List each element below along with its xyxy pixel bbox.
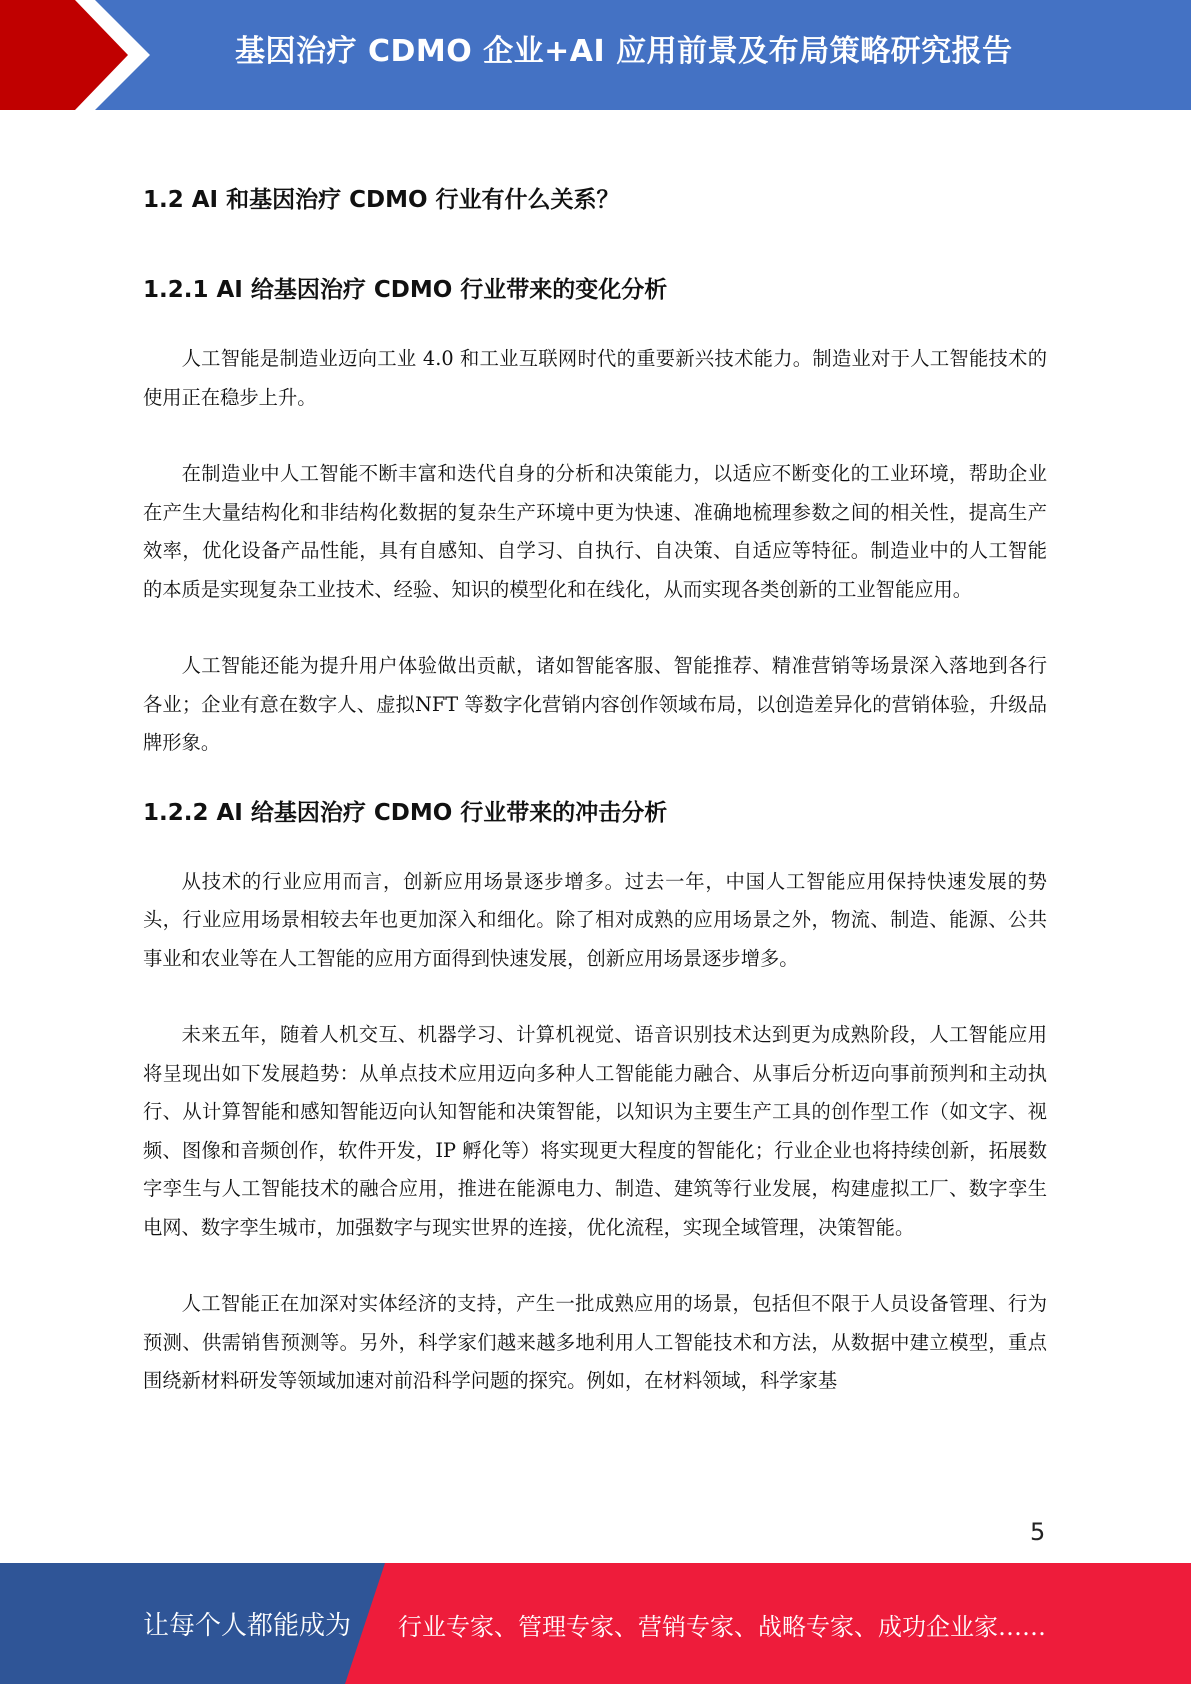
report-title: 基因治疗 CDMO 企业+AI 应用前景及布局策略研究报告 xyxy=(235,34,1013,69)
paragraph: 人工智能正在加深对实体经济的支持，产生一批成熟应用的场景，包括但不限于人员设备管理、行为预测、供需销售预测等。另外，科学家们越来越多地利用人工智能技术和方法，从数据中建立模型，重点围绕新材料研发等领域加速对前沿科学问题的探究。例如，在材料领域，科学家基 xyxy=(143,1292,1047,1392)
paragraph: 在制造业中人工智能不断丰富和迭代自身的分析和决策能力，以适应不断变化的工业环境，帮助企业在产生大量结构化和非结构化数据的复杂生产环境中更为快速、准确地梳理参数之间的相关性，提高生产效率，优化设备产品性能，具有自感知、自学习、自执行、自决策、自适应等特征。制造业中的人工智能的本质是实现复杂工业技术、经验、知识的模型化和在线化，从而实现各类创新的工业智能应用。 xyxy=(143,462,1047,601)
paragraph: 从技术的行业应用而言，创新应用场景逐步增多。过去一年，中国人工智能应用保持快速发展的势头，行业应用场景相较去年也更加深入和细化。除了相对成熟的应用场景之外，物流、制造、能源、公共事业和农业等在人工智能的应用方面得到快速发展，创新应用场景逐步增多。 xyxy=(143,869,1047,970)
footer-slogan-right: 行业专家、管理专家、营销专家、战略专家、成功企业家…… xyxy=(398,1613,1046,1641)
section-heading-1-2: 1.2 AI 和基因治疗 CDMO 行业有什么关系？ xyxy=(143,187,620,213)
page-header xyxy=(0,0,1191,110)
paragraph: 人工智能是制造业迈向工业 4.0 和工业互联网时代的重要新兴技术能力。制造业对于人工智能技术的使用正在稳步上升。 xyxy=(143,347,1047,409)
page-footer xyxy=(0,1563,1191,1684)
paragraph: 人工智能还能为提升用户体验做出贡献，诸如智能客服、智能推荐、精准营销等场景深入落地到各行各业；企业有意在数字人、虚拟NFT 等数字化营销内容创作领域布局，以创造差异化的营销体验，升级品牌形象。 xyxy=(143,654,1047,754)
document-body xyxy=(143,170,1047,1439)
page-number: 5 xyxy=(1030,1518,1046,1546)
footer-slogan-left: 让每个人都能成为 xyxy=(143,1611,352,1641)
section-heading-1-2-1: 1.2.1 AI 给基因治疗 CDMO 行业带来的变化分析 xyxy=(143,277,668,303)
paragraph: 未来五年，随着人机交互、机器学习、计算机视觉、语音识别技术达到更为成熟阶段，人工智能应用将呈现出如下发展趋势：从单点技术应用迈向多种人工智能能力融合、从事后分析迈向事前预判和主动执行、从计算智能和感知智能迈向认知智能和决策智能，以知识为主要生产工具的创作型工作（如文字、视频、图像和音频创作，软件开发，IP 孵化等）将实现更大程度的智能化；行业企业也将持续创新，拓展数字孪生与人工智能技术的融合应用，推进在能源电力、制造、建筑等行业发展，构建虚拟工厂、数字孪生电网、数字孪生城市，加强数字与现实世界的连接，优化流程，实现全域管理，决策智能。 xyxy=(143,1023,1047,1239)
section-heading-1-2-2: 1.2.2 AI 给基因治疗 CDMO 行业带来的冲击分析 xyxy=(143,799,668,826)
